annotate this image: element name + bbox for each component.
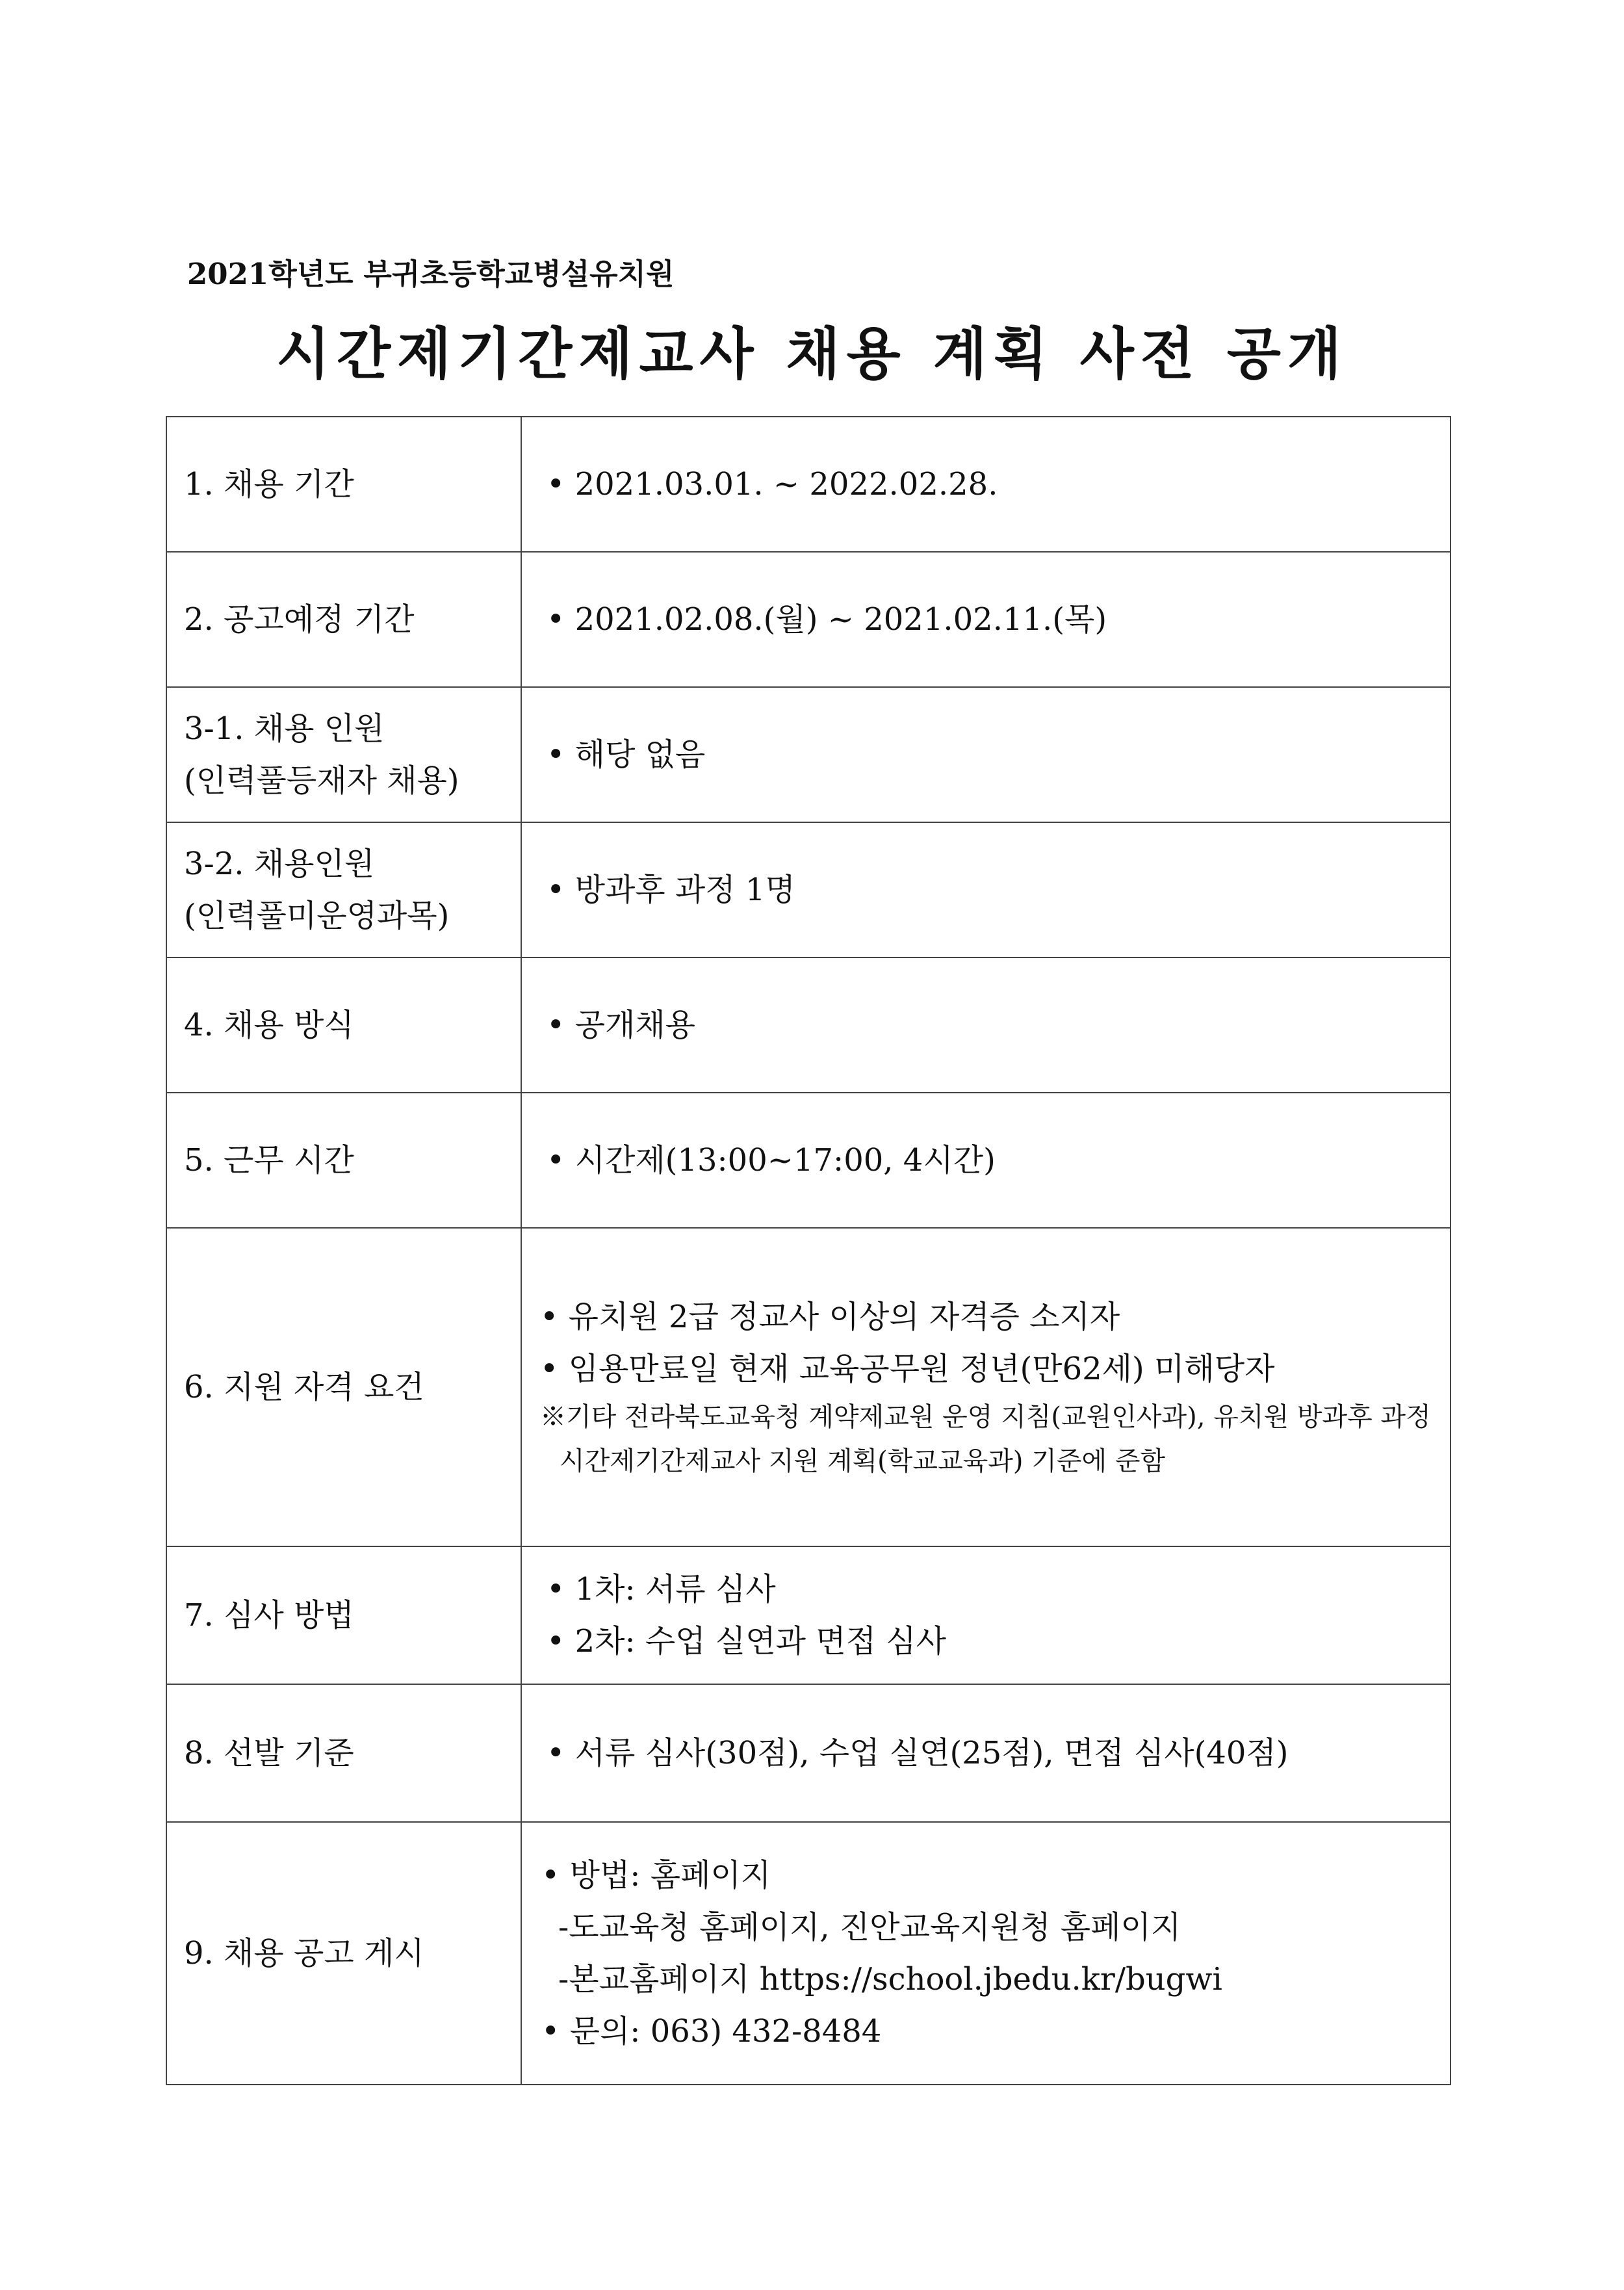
table-row	[166, 1093, 1450, 1228]
row-content: • 공개채용	[521, 957, 1450, 1093]
row-label: 6. 지원 자격 요건	[166, 1228, 521, 1546]
table-row	[166, 417, 1450, 552]
row-content: • 시간제(13:00~17:00, 4시간)	[521, 1093, 1450, 1228]
table-row	[166, 957, 1450, 1093]
row-label: 1. 채용 기간	[166, 417, 521, 552]
row-content: • 유치원 2급 정교사 이상의 자격증 소지자 • 임용만료일 현재 교육공무원 정년(만62세) 미해당자 ※기타 전라북도교육청 계약제교원 운영 지침(교원인사과), 유치원 방과후 과정 시간제기간제교사 지원 계획(학교교육과) 기준에 준함	[521, 1228, 1450, 1546]
row-label: 4. 채용 방식	[166, 957, 521, 1093]
table-row	[166, 552, 1450, 687]
row-content: • 방법: 홈페이지 -도교육청 홈페이지, 진안교육지원청 홈페이지 -본교홈페이지 https://school.jbedu.kr/bugwi • 문의: 063) 432-8484	[521, 1822, 1450, 2085]
row-label: 9. 채용 공고 게시	[166, 1822, 521, 2085]
row-label: 5. 근무 시간	[166, 1093, 521, 1228]
row-label: 7. 심사 방법	[166, 1546, 521, 1684]
recruitment-table	[166, 416, 1451, 2085]
table-row	[166, 1546, 1450, 1684]
note-text: 시간제기간제교사 지원 계획(학교교육과) 기준에 준함	[560, 1446, 1166, 1476]
table-row	[166, 1684, 1450, 1822]
row-content: • 서류 심사(30점), 수업 실연(25점), 면접 심사(40점)	[521, 1684, 1450, 1822]
row-label: 3-1. 채용 인원 (인력풀등재자 채용)	[166, 687, 521, 822]
table-row	[166, 1822, 1450, 2085]
table-row	[166, 822, 1450, 957]
row-label: 3-2. 채용인원 (인력풀미운영과목)	[166, 822, 521, 957]
row-content: • 2021.02.08.(월) ~ 2021.02.11.(목)	[521, 552, 1450, 687]
table-row	[166, 687, 1450, 822]
row-content: • 방과후 과정 1명	[521, 822, 1450, 957]
subtitle: 2021학년도 부귀초등학교병설유치원	[187, 257, 675, 291]
page-title: 시간제기간제교사 채용 계획 사전 공개	[276, 321, 1348, 387]
row-label: 8. 선발 기준	[166, 1684, 521, 1822]
row-label: 2. 공고예정 기간	[166, 552, 521, 687]
table-row	[166, 1228, 1450, 1546]
row-content: • 1차: 서류 심사 • 2차: 수업 실연과 면접 심사	[521, 1546, 1450, 1684]
row-content: • 해당 없음	[521, 687, 1450, 822]
note-text: ※기타 전라북도교육청 계약제교원 운영 지침(교원인사과), 유치원 방과후 과정	[540, 1402, 1431, 1432]
row-content: • 2021.03.01. ~ 2022.02.28.	[521, 417, 1450, 552]
